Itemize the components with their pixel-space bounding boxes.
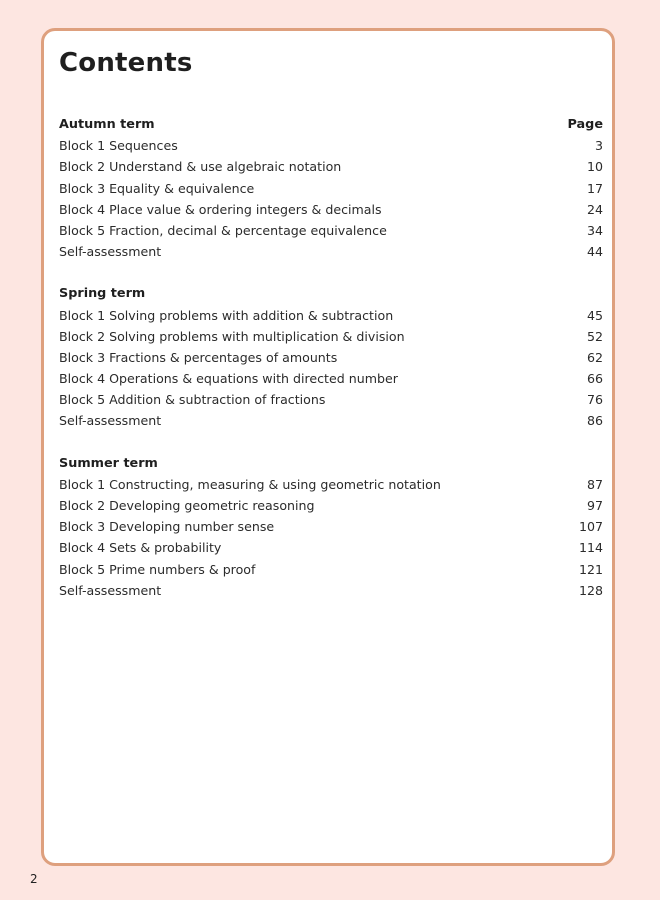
section-header-spring <box>59 283 603 304</box>
toc-entry-label: Block 5 Prime numbers & proof <box>59 561 256 577</box>
toc-entry-label: Block 2 Developing geometric reasoning <box>59 498 315 513</box>
toc-entry-page: 66 <box>586 371 603 387</box>
page-column-header: Page <box>567 117 603 132</box>
term-heading: Autumn term <box>59 117 155 132</box>
toc-entry-page: 17 <box>586 180 603 196</box>
table-of-contents <box>59 114 603 601</box>
toc-entry[interactable] <box>59 537 603 558</box>
toc-entry[interactable] <box>59 156 603 177</box>
toc-entry-label: Block 4 Operations & equations with directed number <box>59 371 398 387</box>
toc-entry-page: 121 <box>578 561 603 577</box>
toc-entry-page: 44 <box>586 244 603 260</box>
toc-entry-page: 107 <box>578 519 603 535</box>
term-heading: Summer term <box>59 455 158 471</box>
section-spacer <box>59 262 603 283</box>
toc-entry-label: Self-assessment <box>59 244 162 260</box>
toc-entry[interactable] <box>59 347 603 368</box>
toc-entry[interactable] <box>59 220 603 241</box>
toc-entry-label: Self-assessment <box>59 582 162 598</box>
toc-entry-page: 45 <box>586 307 603 323</box>
toc-entry-label: Block 4 Sets & probability <box>59 540 222 556</box>
toc-entry-label: Block 3 Developing number sense <box>59 519 275 535</box>
toc-entry-label: Self-assessment <box>59 413 162 429</box>
toc-entry-label: Block 4 Place value & ordering integers & decimals <box>59 201 382 217</box>
toc-entry-label: Block 1 Solving problems with addition & subtraction <box>59 307 394 323</box>
toc-entry[interactable] <box>59 178 603 199</box>
toc-entry-label: Block 3 Equality & equivalence <box>59 180 255 196</box>
term-heading: Spring term <box>59 286 146 302</box>
toc-entry-page: 62 <box>586 349 603 365</box>
toc-entry-page: 114 <box>578 540 603 556</box>
toc-entry[interactable] <box>59 389 603 410</box>
toc-entry[interactable] <box>59 305 603 326</box>
toc-entry[interactable] <box>59 410 603 431</box>
contents-card <box>41 28 615 866</box>
toc-entry[interactable] <box>59 199 603 220</box>
toc-entry-page: 10 <box>586 159 603 175</box>
toc-entry-label: Block 2 Understand & use algebraic notation <box>59 159 342 175</box>
toc-entry[interactable] <box>59 326 603 347</box>
toc-entry-page: 86 <box>586 413 603 429</box>
toc-entry-page: 128 <box>578 582 603 598</box>
toc-entry[interactable] <box>59 135 603 156</box>
toc-entry-label: Block 1 Constructing, measuring & using geometric notation <box>59 476 441 492</box>
section-header-autumn <box>59 114 603 135</box>
toc-entry-label: Block 2 Solving problems with multiplication & division <box>59 328 405 344</box>
toc-entry-page: 97 <box>586 498 603 513</box>
page-number: 2 <box>30 872 38 886</box>
toc-entry-label: Block 3 Fractions & percentages of amounts <box>59 349 338 365</box>
toc-entry[interactable] <box>59 241 603 262</box>
section-header-summer <box>59 453 603 474</box>
toc-entry[interactable] <box>59 516 603 537</box>
toc-entry-page: 52 <box>586 328 603 344</box>
toc-entry-page: 76 <box>586 392 603 408</box>
toc-entry-label: Block 5 Addition & subtraction of fractions <box>59 392 326 408</box>
toc-entry-page: 3 <box>594 138 603 154</box>
toc-entry-label: Block 5 Fraction, decimal & percentage equivalence <box>59 222 387 238</box>
toc-entry-page: 34 <box>586 222 603 238</box>
page-title: Contents <box>59 48 193 78</box>
toc-entry[interactable] <box>59 580 603 601</box>
toc-entry[interactable] <box>59 474 603 495</box>
toc-entry[interactable] <box>59 368 603 389</box>
toc-entry[interactable] <box>59 495 603 516</box>
toc-entry-page: 24 <box>586 201 603 217</box>
section-spacer <box>59 432 603 453</box>
toc-entry[interactable] <box>59 559 603 580</box>
toc-entry-page: 87 <box>586 476 603 492</box>
toc-entry-label: Block 1 Sequences <box>59 138 178 154</box>
